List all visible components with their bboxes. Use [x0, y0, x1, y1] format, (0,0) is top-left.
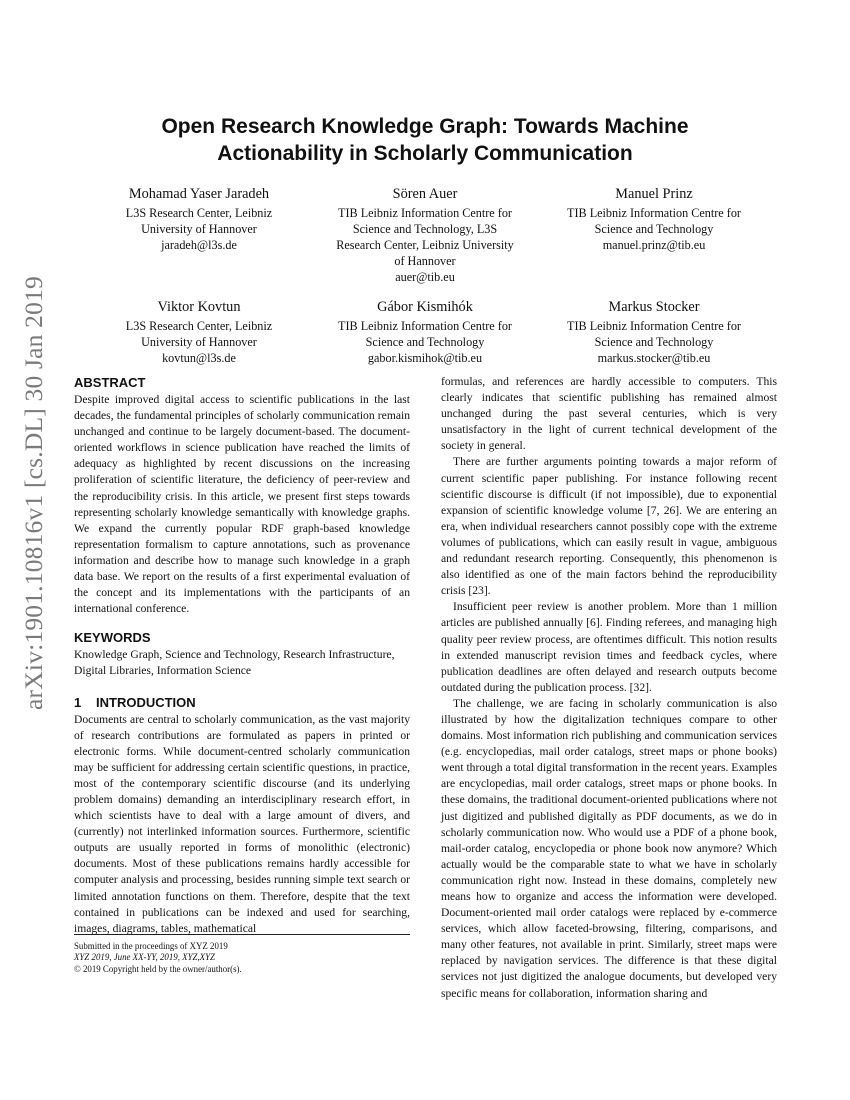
intro-paragraph-2: There are further arguments pointing towards a major reform of current scientific paper publishing. For instance following recent scientific discourse is difficult (if not impossible), due to exponential expansion of scientific knowledge volume [7, 26]. We are entering an era, when individual researchers cannot possibly cope with the extreme volumes of publications, which can easily result in vague, ambiguous and redundant research reporting. Consequently, this phenomenon is also identified as one of the main factors behind the reproducibility crisis [23].	[441, 455, 777, 598]
author-email[interactable]: auer@tib.eu	[395, 270, 455, 284]
intro-paragraph-1: Documents are central to scholarly communication, as the vast majority of research contributions are formulated as papers in printed or electronic forms. While document-centred scholarly communication may be sufficient for addressing certain scientific questions, in practice, most of the contemporary scientific discourse (and its underlying problem domains) demanding an interdisciplinary research effort, in which scientists have to deal with a large amount of divers, and (currently) not interlinked information sources. Furthermore, scientific outputs are usually reported in forms of monolithic (electronic) documents. Most of these publications remains hardly accessible for computer analysis and processing, besides running simple text search or limited annotation functions on them. Therefore, despite that the text contained in publications can be indexed and used for searching, images, diagrams, tables, mathematical	[74, 712, 410, 935]
footnote	[74, 934, 410, 975]
author-affiliation: Research Center, Leibniz University	[336, 238, 514, 252]
section-title: INTRODUCTION	[96, 694, 196, 710]
author-name: Gábor Kismihók	[377, 299, 473, 315]
author-jaradeh	[94, 185, 304, 253]
arxiv-stamp-text: arXiv:1901.10816v1 [cs.DL] 30 Jan 2019	[19, 276, 49, 710]
keywords-heading: KEYWORDS	[74, 630, 151, 646]
author-email[interactable]: kovtun@l3s.de	[162, 351, 236, 365]
author-affiliation: Science and Technology	[594, 222, 714, 236]
author-affiliation: TIB Leibniz Information Centre for	[338, 206, 512, 220]
author-affiliation: University of Hannover	[141, 335, 257, 349]
abstract-text: Despite improved digital access to scientific publications in the last decades, the fundamental principles of scholarly communication remain unchanged and continue to be largely document-based. The document-oriented workflows in science publication have reached the limits of adequacy as highlighted by recent discussions on the increasing proliferation of scientific literature, the deficiency of peer-review and the reproducibility crisis. In this article, we present first steps towards representing scholarly knowledge semantically with knowledge graphs. We expand the currently popular RDF graph-based knowledge representation formalism to capture annotations, such as provenance information and describe how to manage such knowledge in a graph data base. We report on the results of a first experimental evaluation of the concept and its implementations with the participants of an international conference.	[74, 393, 410, 616]
author-email[interactable]: markus.stocker@tib.eu	[597, 351, 711, 365]
author-affiliation: L3S Research Center, Leibniz	[125, 319, 273, 333]
keywords-text: Knowledge Graph, Science and Technology, Research Infrastructure, Digital Libraries, Information Science	[74, 648, 395, 678]
author-email[interactable]: gabor.kismihok@tib.eu	[367, 351, 483, 365]
author-affiliation: TIB Leibniz Information Centre for	[567, 319, 741, 333]
title-line-1: Open Research Knowledge Graph: Towards Machine	[161, 115, 689, 138]
intro-paragraph-3: Insufficient peer review is another problem. More than 1 million articles are published annually [6]. Finding referees, and managing high quality peer review process, are oftentimes difficult. This notion results in extended manuscript revision times and feedback cycles, where publication deadlines are often delayed and research outputs become outdated during the publication process. [32].	[441, 600, 777, 694]
author-affiliation: Science and Technology	[365, 335, 485, 349]
author-kismihok	[320, 298, 530, 366]
intro-paragraph-1-continued: formulas, and references are hardly accessible to computers. This clearly indicates that scientific publishing has remained almost unchanged during the past several centuries, which is very unsatisfactory in the light of current technical development of the society in general.	[441, 375, 777, 453]
author-name: Mohamad Yaser Jaradeh	[128, 186, 270, 202]
paper-title	[74, 113, 776, 167]
section-number: 1	[74, 694, 82, 710]
footnote-venue: XYZ 2019, June XX-YY, 2019, XYZ,XYZ	[74, 952, 215, 963]
author-affiliation: L3S Research Center, Leibniz	[125, 206, 273, 220]
author-name: Manuel Prinz	[615, 186, 693, 202]
author-stocker	[549, 298, 759, 366]
author-email[interactable]: jaradeh@l3s.de	[161, 238, 237, 252]
author-affiliation: of Hannover	[394, 254, 456, 268]
author-affiliation: Science and Technology, L3S	[352, 222, 498, 236]
author-name: Markus Stocker	[608, 299, 700, 315]
author-affiliation: TIB Leibniz Information Centre for	[567, 206, 741, 220]
author-kovtun	[94, 298, 304, 366]
author-email[interactable]: manuel.prinz@tib.eu	[602, 238, 706, 252]
author-affiliation: Science and Technology	[594, 335, 714, 349]
footnote-copyright: © 2019 Copyright held by the owner/author(s).	[74, 963, 242, 974]
intro-paragraph-4: The challenge, we are facing in scholarly communication is also illustrated by how the digitalization techniques compare to other domains. Most information rich publishing and communication services (e.g. encyclopedias, mail order catalogs, street maps or phone books) went through a total digital transformation in the recent years. Examples are encyclopedias, mail order catalogs, street maps or phone books. In these domains, the traditional document-oriented publications where not just digitized and published digitally as PDF documents, as we do in scholarly communication now. Who would use a PDF of a phone book, mail-order catalog, encyclopedia or phone book now anymore? Which actually would be the comparable state to what we have in scholarly communication right now. Instead in these domains, completely new means how to organize and access the information were developed. Document-oriented mail order catalogs were replaced by e-commerce services, which allow faceted-browsing, filtering, comparisons, and many other features, not available in print. Similarly, street maps were replaced by navigation services. The difference is that these digital services not just digitized the analogue documents, but developed very specific means for collaboration, information sharing and	[441, 696, 777, 1000]
author-affiliation: University of Hannover	[141, 222, 257, 236]
author-auer	[320, 185, 530, 285]
introduction-heading	[74, 694, 410, 711]
author-name: Viktor Kovtun	[157, 299, 241, 315]
author-prinz	[549, 185, 759, 253]
right-column	[441, 374, 777, 1002]
author-affiliation: TIB Leibniz Information Centre for	[338, 319, 512, 333]
left-column	[74, 374, 410, 937]
footnote-submitted: Submitted in the proceedings of XYZ 2019	[74, 941, 228, 951]
title-line-2: Actionability in Scholarly Communication	[217, 142, 633, 165]
abstract-heading: ABSTRACT	[74, 375, 146, 390]
arxiv-stamp	[14, 276, 54, 710]
author-name: Sören Auer	[392, 186, 458, 202]
